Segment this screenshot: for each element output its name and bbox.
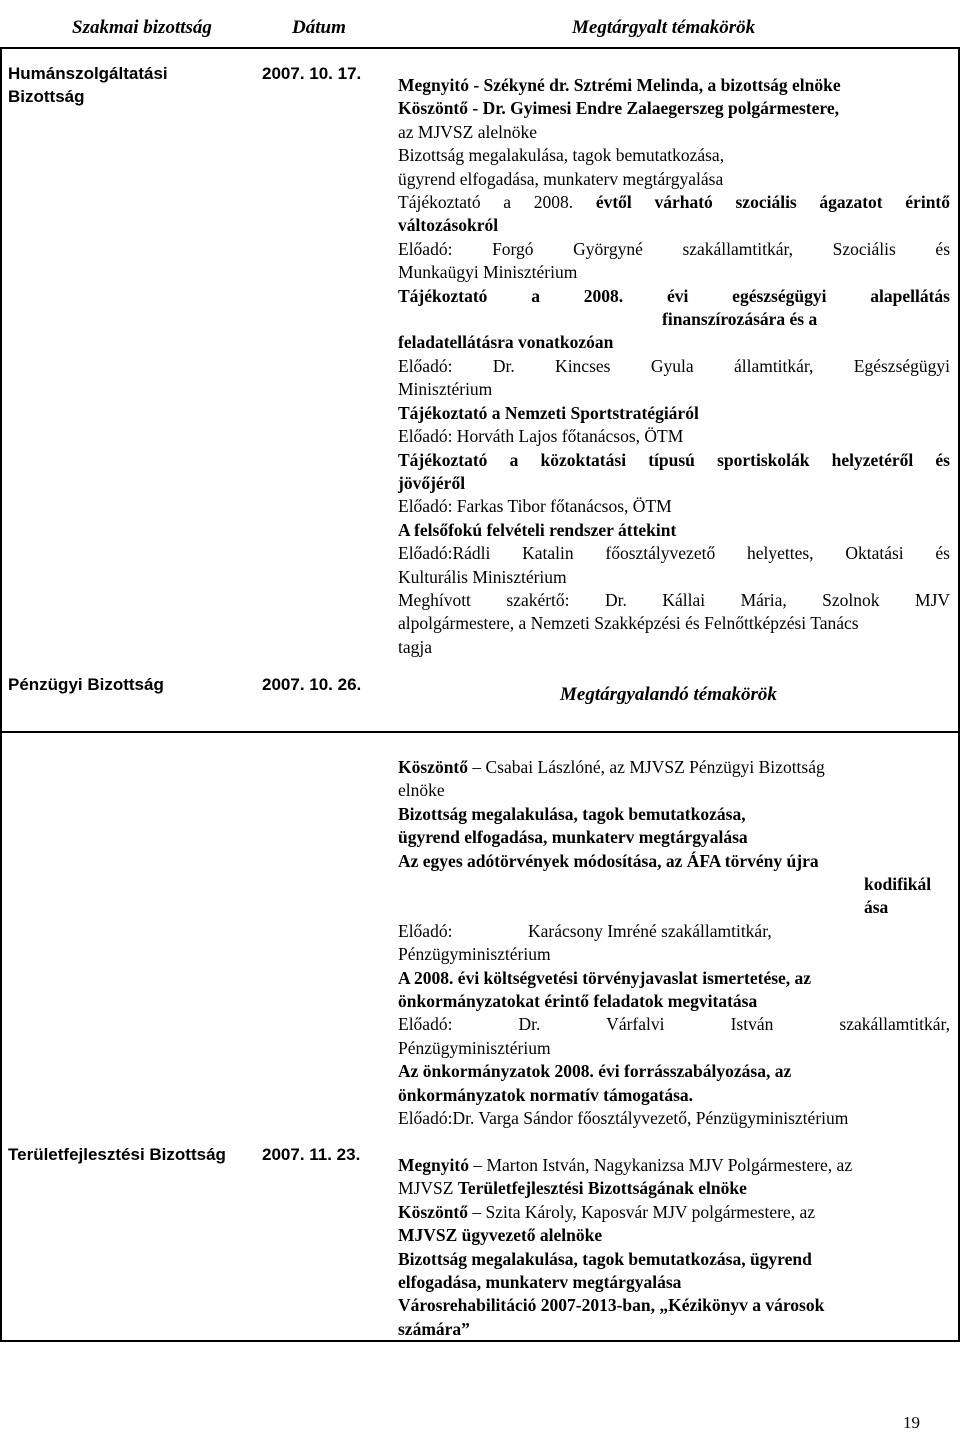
topics-list — [398, 756, 950, 1131]
topic-line: alpolgármestere, a Nemzeti Szakképzési és Felnőttképzési Tanács — [398, 613, 859, 634]
topic-line: Megnyitó - Székyné dr. Sztrémi Melinda, a bizottság elnöke — [398, 75, 841, 95]
topic-line: számára” — [398, 1318, 470, 1339]
topic-line: Előadó:Rádli Katalin főosztályvezető helyettes, Oktatási és — [398, 543, 950, 564]
topic-line: Tájékoztató a 2008. évtől várható szociális ágazatot érintő — [398, 192, 951, 213]
topic-line: Minisztérium — [398, 379, 493, 400]
topic-line: Bizottság megalakulása, tagok bemutatkozása, — [398, 145, 725, 166]
topics-list — [398, 1154, 950, 1341]
topic-line: A 2008. évi költségvetési törvényjavaslat ismertetése, az — [398, 967, 812, 988]
header-topics: Megtárgyalt témakörök — [572, 17, 756, 38]
topic-line: Megnyitó – Marton István, Nagykanizsa MJV Polgármestere, az — [398, 1155, 853, 1175]
table-row-divider — [0, 731, 960, 733]
topic-line: önkormányzatok normatív támogatása. — [398, 1084, 694, 1105]
topic-line: Az önkormányzatok 2008. évi forrásszabályozása, az — [398, 1061, 792, 1082]
topic-line: Tájékoztató a Nemzeti Sportstratégiáról — [398, 402, 699, 423]
meeting-date: 2007. 11. 23. — [262, 1145, 361, 1164]
topic-line: Előadó: Dr. Kincses Gyula államtitkár, Egészségügyi — [398, 355, 951, 376]
topic-line: Az egyes adótörvények módosítása, az ÁFA törvény újra — [398, 850, 819, 871]
meeting-date: 2007. 10. 26. — [262, 675, 362, 694]
page-number: 19 — [903, 1413, 920, 1432]
topic-line: Tájékoztató a közoktatási típusú sportiskolák helyzetéről és — [398, 449, 950, 470]
topic-line: tagja — [398, 636, 433, 657]
topic-line: Meghívott szakértő: Dr. Kállai Mária, Szolnok MJV — [398, 589, 951, 610]
topic-line: Előadó: Forgó Györgyné szakállamtitkár, Szociális és — [398, 238, 951, 259]
topic-line: A felsőfokú felvételi rendszer áttekint — [398, 519, 677, 540]
table-left-border — [0, 47, 2, 1342]
topic-line: Kulturális Minisztérium — [398, 566, 567, 587]
topic-line: jövőjéről — [398, 472, 466, 493]
table-top-border — [0, 47, 960, 49]
topic-line: ügyrend elfogadása, munkaterv megtárgyalása — [398, 168, 724, 189]
header-committee: Szakmai bizottság — [72, 17, 212, 38]
topic-line: MJVSZ ügyvezető alelnöke — [398, 1225, 603, 1246]
header-date: Dátum — [292, 17, 346, 38]
topic-line: önkormányzatokat érintő feladatok megvitatása — [398, 991, 758, 1012]
topic-line: Köszöntő – Csabai Lászlóné, az MJVSZ Pénzügyi Bizottság — [398, 757, 825, 777]
committee-name: Területfejlesztési Bizottság — [8, 1145, 226, 1164]
topic-line: Munkaügyi Minisztérium — [398, 262, 578, 283]
meeting-date: 2007. 10. 17. — [262, 64, 362, 83]
topic-line: Köszöntő - Dr. Gyimesi Endre Zalaegerszeg polgármestere, — [398, 98, 839, 119]
topic-line: Városrehabilitáció 2007-2013-ban, „Kézikönyv a városok — [398, 1295, 825, 1316]
topic-line: kodifikál — [864, 874, 932, 895]
topic-line: Pénzügyminisztérium — [398, 1037, 551, 1058]
topics-list — [398, 74, 950, 659]
topic-line: változásokról — [398, 215, 499, 236]
committee-name: Humánszolgáltatási Bizottság — [8, 64, 168, 106]
topic-line: elnöke — [398, 780, 445, 801]
topic-line: finanszírozására és a — [662, 309, 818, 330]
topic-line: Bizottság megalakulása, tagok bemutatkozása, — [398, 803, 746, 824]
committee-name: Pénzügyi Bizottság — [8, 675, 164, 694]
topic-line: Előadó:Dr. Varga Sándor főosztályvezető, Pénzügyminisztérium — [398, 1108, 849, 1129]
topic-line: Bizottság megalakulása, tagok bemutatkozása, ügyrend — [398, 1248, 812, 1269]
topic-line: MJVSZ Területfejlesztési Bizottságának elnöke — [398, 1178, 747, 1199]
topic-line: az MJVSZ alelnöke — [398, 121, 537, 142]
topic-line: ása — [864, 897, 889, 918]
topic-line: Előadó: Farkas Tibor főtanácsos, ÖTM — [398, 496, 672, 517]
topic-line: ügyrend elfogadása, munkaterv megtárgyalása — [398, 827, 748, 848]
section-header: Megtárgyalandó témakörök — [560, 684, 777, 705]
topic-line: elfogadása, munkaterv megtárgyalása — [398, 1272, 682, 1293]
topic-line: Előadó: Karácsony Imréné szakállamtitkár, — [398, 920, 772, 941]
topic-line: Pénzügyminisztérium — [398, 944, 551, 965]
topic-line: Tájékoztató a 2008. évi egészségügyi alapellátás — [398, 285, 950, 306]
topic-line: Előadó: Dr. Várfalvi István szakállamtitkár, — [398, 1014, 951, 1035]
topic-line: feladatellátásra vonatkozóan — [398, 332, 614, 353]
topic-line: Előadó: Horváth Lajos főtanácsos, ÖTM — [398, 426, 684, 447]
topic-line: Köszöntő – Szita Károly, Kaposvár MJV polgármestere, az — [398, 1201, 815, 1222]
